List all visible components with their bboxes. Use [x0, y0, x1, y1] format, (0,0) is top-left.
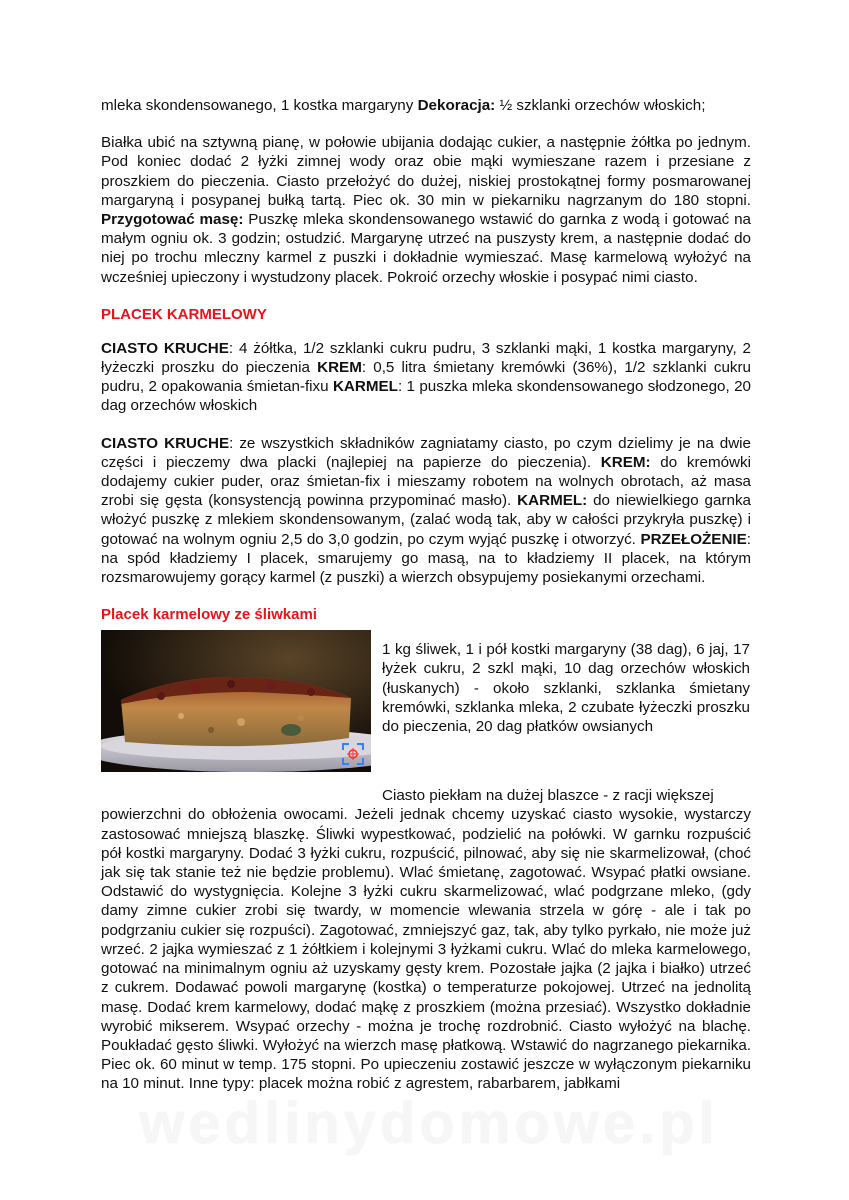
intro-preparation — [101, 133, 751, 287]
cake-photo — [101, 630, 371, 772]
preparation-paragraph — [101, 434, 751, 588]
ingredients-paragraph — [101, 339, 751, 416]
step-heading: CIASTO KRUCHE — [101, 434, 230, 452]
intro-text-end: ½ szklanki orzechów włoskich; — [495, 97, 706, 114]
section-title-placek-sliwki: Placek karmelowy ze śliwkami — [101, 606, 317, 624]
intro-line — [101, 96, 751, 115]
ingredient-heading: KREM — [317, 359, 362, 377]
step-text: : ze wszystkich składników zagniatamy ciasto, po czym dzielimy je na dwie części i pieczemy dwa placki (najlepiej na papierze do pieczenia). — [101, 434, 752, 471]
ingredient-text: : 1 puszka mleka skondensowanego słodzonego, 20 dag orzechów włoskich — [101, 378, 751, 415]
step-text: do kremówki dodajemy cukier puder, oraz śmietan-fix i mieszamy robotem na wolnych obrotach, aż masa zrobi się gęsta (konsystencją powinna przypominać masło). — [101, 453, 751, 510]
step-text: do niewielkiego garnka włożyć puszkę z mlekiem skondensowanym, (zalać wodą tak, aby w całości przykryła puszkę) i gotować na wolnym ogniu 2,5 do 3,0 godzin, po czym wyjąć puszkę i otworzyć. — [101, 492, 751, 548]
step-heading: KARMEL: — [517, 492, 588, 510]
section-title-placek-karmelowy: PLACEK KARMELOWY — [101, 305, 267, 323]
step-text: : na spód kładziemy I placek, smarujemy go masą, na to kładziemy II placek, na którym rozsmarowujemy gorący karmel (z puszki) a wierzch obsypujemy posiekanymi orzechami. — [101, 530, 751, 587]
crosshair-icon — [341, 742, 365, 766]
decoration-label: Dekoracja: — [417, 97, 496, 114]
cake-image — [101, 630, 371, 772]
ingredient-heading: CIASTO KRUCHE — [101, 339, 229, 357]
preparation-label: Przygotować masę: — [101, 211, 244, 229]
ingredient-text: : 4 żółtka, 1/2 szklanki cukru pudru, 3 szklanki mąki, 1 kostka margaryny, 2 łyżeczki proszku do pieczenia — [101, 339, 751, 377]
plum-preparation-lead: Ciasto piekłam na dużej blaszce - z racji większej — [382, 787, 714, 805]
document-page — [101, 96, 751, 1094]
recipe-photo-block — [101, 630, 751, 770]
plum-preparation: powierzchni do obłożenia owocami. Jeżeli jednak chcemy uzyskać ciasto wysokie, wystarczy zastosować mniejszą blaszkę. Śliwki wypestkować, podzielić na połówki. W garnku rozpuścić pół kostki margaryny. Dodać 3 łyżki cukru, rozpuścić, pilnować, aby się nie skarmelizował, (choć jak się tak stanie też nie będzie problemu). Wlać śmietanę, zagotować. Wsypać płatki owsiane. Odstawić do wystygnięcia. Kolejne 3 łyżki cukru skarmelizować, wlać podgrzane mleko, (gdy damy zimne cukier zrobi się twardy, w momencie wlewania strzela w górę - ale i tak po podgrzaniu cukier się rozpuści). Zagotować, zmniejszyć gaz, tak, aby tylko pyrkało, nie może już wrzeć. 2 jajka wymieszać z 1 żółtkiem i kolejnymi 3 łyżkami cukru. Wlać do mleka karmelowego, gotować na minimalnym ogniu aż uzyskamy gęsty krem. Pozostałe jajka (2 jajka i białko) utrzeć z cukrem. Dodawać powoli margarynę (kostka) o temperaturze pokojowej. Utrzeć na jednolitą masę. Dodać krem karmelowy, dodać mąkę z proszkiem (można przesiać). Wszystko dokładnie wyrobić mikserem. Wsypać orzechy - można je trochę rozdrobnić. Ciasto wyłożyć na blachę. Poukładać gęsto śliwki. Wyłożyć na wierzch masę płatkową. Wstawić do nagrzanego piekarnika. Piec ok. 60 minut w temp. 175 stopni. Po upieczeniu zostawić jeszcze w wyłączonym piekarniku na 10 minut. Inne typy: placek można robić z agrestem, rabarbarem, jabłkami — [101, 806, 751, 1093]
preparation-text-end: Puszkę mleka skondensowanego wstawić do garnka z wodą i gotować na małym ogniu ok. 3 godzin; ostudzić. Margarynę utrzeć na puszysty krem, a następnie dodać do niej po trochu mleczny karmel z puszki i dokładnie wymieszać. Masę karmelową wyłożyć na wcześniej upieczony i wystudzony placek. Pokroić orzechy włoskie i posypać nimi ciasto. — [101, 211, 751, 286]
preparation-text: Białka ubić na sztywną pianę, w połowie ubijania dodając cukier, a następnie żółtka po jednym. Pod koniec dodać 2 łyżki zimnej wody oraz obie mąki wymieszane razem i przesiane z proszkiem do pieczenia. Ciasto przełożyć do dużej, niskiej prostokątnej formy posmarowanej margaryną i posypanej bułką tartą. Piec ok. 30 min w piekarniku nagrzanym do 180 stopni. — [101, 134, 751, 209]
watermark: wedlinydomowe.pl — [139, 1091, 719, 1156]
step-heading: PRZEŁOŻENIE — [640, 530, 747, 548]
plum-ingredients: 1 kg śliwek, 1 i pół kostki margaryny (38 dag), 6 jaj, 17 łyżek cukru, 2 szkl mąki, 10 dag orzechów włoskich (łuskanych) - około szklanki, szklanka śmietany kremówki, szklanka mleka, 2 czubate łyżeczki proszku do pieczenia, 20 dag płatków owsianych — [382, 641, 750, 736]
ingredient-heading: KARMEL — [332, 378, 398, 396]
step-heading: KREM: — [600, 453, 651, 471]
intro-text: mleka skondensowanego, 1 kostka margaryny — [101, 97, 418, 114]
ingredient-text: : 0,5 litra śmietany kremówki (36%), 1/2 szklanki cukru pudru, 2 opakowania śmietan-fixu — [101, 359, 751, 396]
